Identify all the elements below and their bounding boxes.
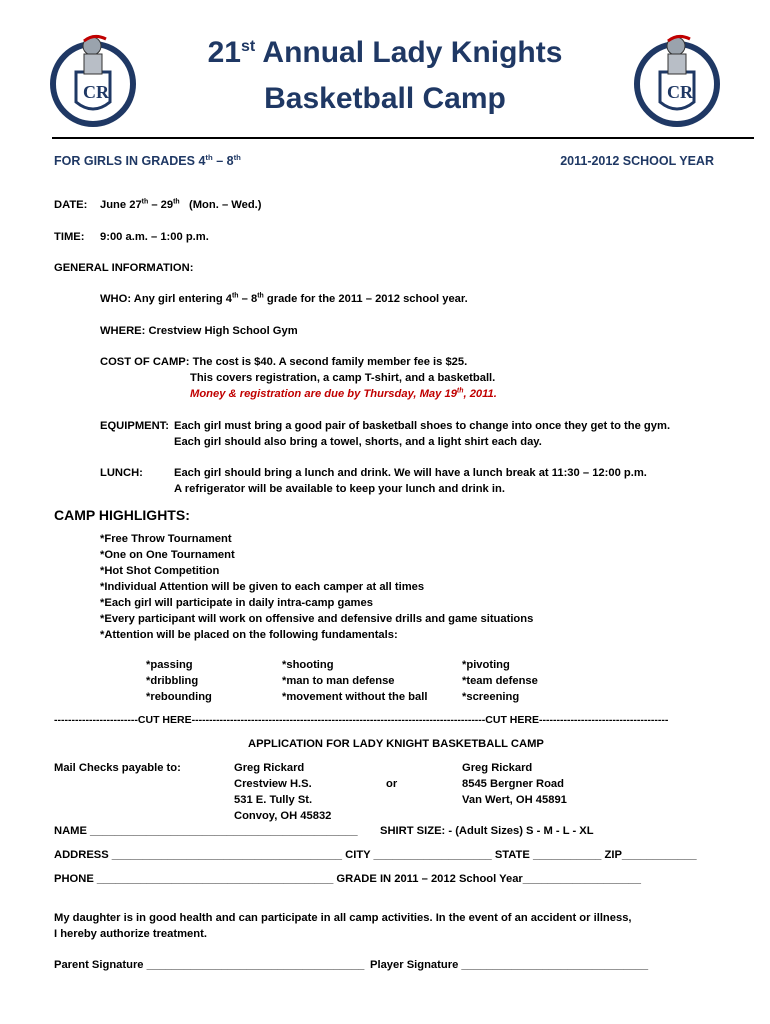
highlights-list [100,531,533,643]
list-item: *Individual Attention will be given to each camper at all times [100,581,425,593]
knight-logo-right [632,32,722,132]
list-item: *Attention will be placed on the following fundamentals: [100,629,398,641]
camp-highlights-heading: CAMP HIGHLIGHTS: [54,507,190,523]
school-year: 2011-2012 SCHOOL YEAR [560,154,714,168]
cost-line-1: COST OF CAMP: The cost is $40. A second family member fee is $25. [100,356,468,368]
list-item: *rebounding [146,691,212,703]
application-title: APPLICATION FOR LADY KNIGHT BASKETBALL CAMP [248,738,544,750]
general-info-heading: GENERAL INFORMATION: [54,262,194,274]
money-due-notice: Money & registration are due by Thursday, May 19th, 2011. [190,387,497,400]
address-line: Greg Rickard [462,762,533,774]
list-item: *dribbling [146,675,199,687]
list-item: *passing [146,659,193,671]
list-item: *Each girl will participate in daily intra-camp games [100,597,373,609]
address-home [462,760,567,808]
page-title: 21st Annual Lady Knights [207,36,563,69]
player-signature-field[interactable]: Player Signature ______________________________ [370,959,649,971]
lunch-line-1: Each girl should bring a lunch and drink. We will have a lunch break at 11:30 – 12:00 p.m. [174,467,647,479]
lunch-line-2: A refrigerator will be available to keep your lunch and drink in. [174,483,505,495]
address-city-state-zip-field[interactable]: ADDRESS _____________________________________ CITY ___________________ STATE ___________ ZIP____________ [54,849,697,861]
list-item: *pivoting [462,659,510,671]
svg-text:CR: CR [83,82,109,102]
list-item: *One on One Tournament [100,549,235,561]
address-line: Crestview H.S. [234,778,312,790]
list-item: *Free Throw Tournament [100,533,232,545]
shirt-size-field[interactable]: SHIRT SIZE: - (Adult Sizes) S - M - L - XL [380,825,594,837]
time-label: TIME: [54,231,85,243]
health-statement-1: My daughter is in good health and can participate in all camp activities. In the event of an accident or illness, [54,912,632,924]
fundamentals-col-3 [462,657,538,705]
address-line: 531 E. Tully St. [234,794,313,806]
list-item: *shooting [282,659,334,671]
lunch-label: LUNCH: [100,467,143,479]
cut-here-line: ------------------------CUT HERE------------------------------------------------------------------------------------CUT HERE------------------------------------- [54,714,669,726]
address-line: Convoy, OH 45832 [234,810,332,822]
list-item: *movement without the ball [282,691,428,703]
equipment-line-2: Each girl should also bring a towel, shorts, and a light shirt each day. [174,436,542,448]
fundamentals-col-1 [146,657,212,705]
list-item: *screening [462,691,520,703]
date-label: DATE: [54,199,88,211]
list-item: *Every participant will work on offensive and defensive drills and game situations [100,613,534,625]
health-statement-2: I hereby authorize treatment. [54,928,207,940]
address-line: Greg Rickard [234,762,305,774]
list-item: *man to man defense [282,675,395,687]
address-line: 8545 Bergner Road [462,778,564,790]
mail-checks-label: Mail Checks payable to: [54,762,181,774]
address-crestview [234,760,331,824]
knight-logo-left [48,32,138,132]
page-title-line2: Basketball Camp [264,82,506,115]
date-value: June 27th – 29th (Mon. – Wed.) [100,198,262,211]
fundamentals-col-2 [282,657,427,705]
list-item: *team defense [462,675,538,687]
phone-grade-field[interactable]: PHONE ______________________________________ GRADE IN 2011 – 2012 School Year___________________ [54,873,642,885]
where-text: WHERE: Crestview High School Gym [100,325,298,337]
cost-line-2: This covers registration, a camp T-shirt, and a basketball. [190,372,496,384]
equipment-line-1: Each girl must bring a good pair of basketball shoes to change into once they get to the gym. [174,420,671,432]
grades-heading: FOR GIRLS IN GRADES 4th – 8th [54,152,241,168]
or-separator: or [386,778,398,790]
list-item: *Hot Shot Competition [100,565,220,577]
svg-text:CR: CR [667,82,693,102]
name-field[interactable]: NAME ___________________________________________ [54,825,358,837]
address-line: Van Wert, OH 45891 [462,794,567,806]
parent-signature-field[interactable]: Parent Signature ___________________________________ [54,959,365,971]
time-value: 9:00 a.m. – 1:00 p.m. [100,231,209,243]
header-divider [52,137,754,139]
equipment-label: EQUIPMENT: [100,420,169,432]
who-text: WHO: Any girl entering 4th – 8th grade for the 2011 – 2012 school year. [100,292,468,305]
